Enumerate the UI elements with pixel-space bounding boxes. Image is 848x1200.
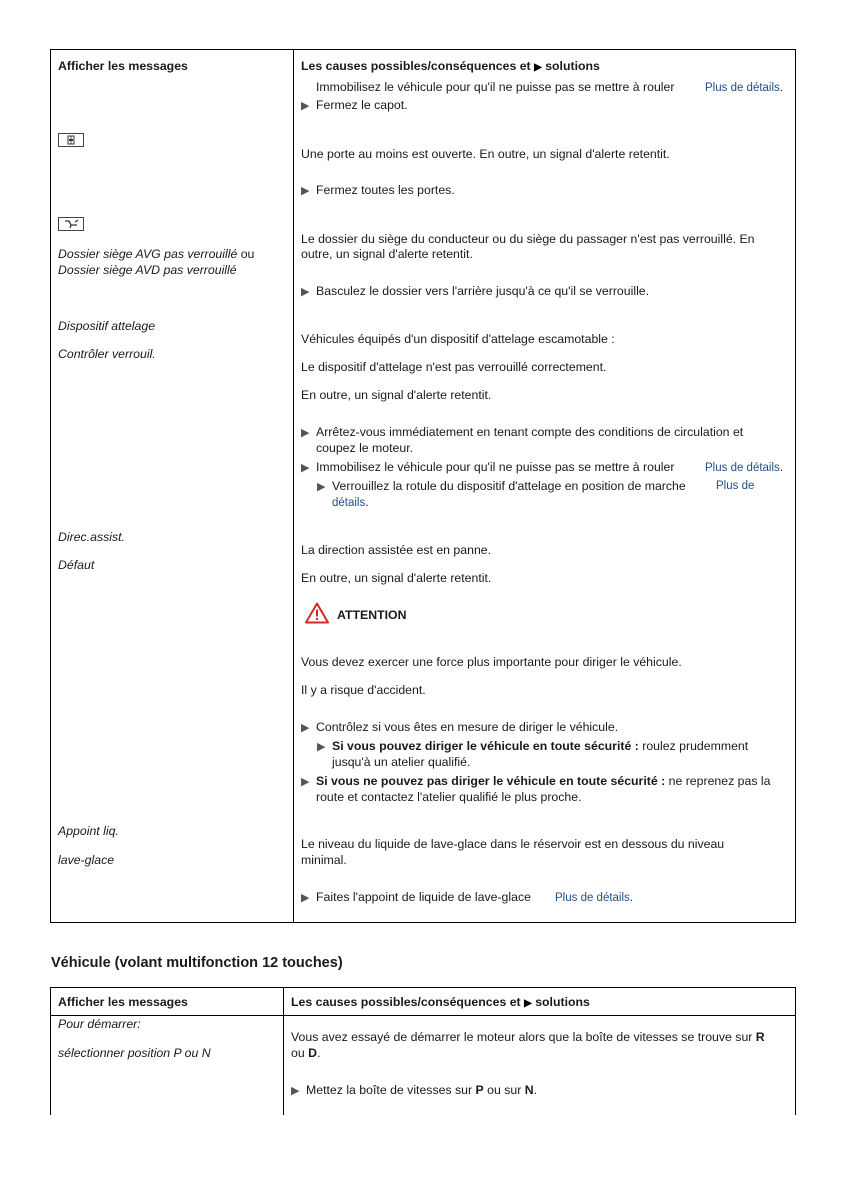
table2-left-border	[50, 987, 51, 1115]
towbar-intro: Véhicules équipés d'un dispositif d'attelage escamotable :	[301, 332, 615, 346]
gear-r: R	[755, 1030, 765, 1044]
seat-message-line1: Le dossier du siège du conducteur ou du siège du passager n'est pas verrouillé. En	[301, 232, 755, 246]
tilt-backrest-step	[301, 283, 649, 300]
gear-p: P	[475, 1083, 484, 1097]
gear-n: N	[524, 1083, 534, 1097]
section-title: Véhicule (volant multifonction 12 touches)	[51, 955, 343, 971]
step-arrow-icon: ▶	[301, 776, 310, 788]
step-arrow-icon: ▶	[301, 185, 310, 197]
close-hood-step	[301, 97, 408, 114]
immobilize-step	[316, 79, 674, 95]
washer-level-text-2: minimal.	[301, 853, 347, 867]
steering-alert-text: En outre, un signal d'alerte retentit.	[301, 571, 492, 585]
start-message-line2: ou D.	[291, 1046, 321, 1060]
cannot-steer-rest: ne reprenez pas la	[665, 774, 771, 788]
start-message-text: Vous avez essayé de démarrer le moteur alors que la boîte de vitesses se trouve sur	[291, 1030, 753, 1044]
details-link-1[interactable]: Plus de détails.	[705, 80, 784, 94]
details-link-3b[interactable]: détails.	[332, 495, 369, 509]
step-arrow-icon: ▶	[301, 462, 310, 474]
lock-ball-step	[317, 478, 686, 495]
warning-label: ATTENTION	[337, 608, 407, 622]
step-arrow-icon: ▶	[301, 286, 310, 298]
table2-header-causes-text: Les causes possibles/conséquences et	[291, 995, 521, 1009]
fault-label: Défaut	[58, 558, 95, 572]
stop-immediately-cont: coupez le moteur.	[316, 441, 414, 455]
table2-header-messages: Afficher les messages	[58, 995, 188, 1009]
table1-top-border	[50, 49, 796, 50]
table2-right-border	[795, 987, 796, 1115]
table2-header-divider	[50, 1015, 796, 1016]
washer-fluid-label-2: lave-glace	[58, 853, 115, 867]
warning-icon	[305, 602, 329, 624]
towbar-label: Dispositif attelage	[58, 319, 156, 333]
details-link-2-text[interactable]: Plus de détails	[705, 462, 780, 474]
or-on-text: ou sur	[487, 1083, 522, 1097]
check-steering-step	[301, 719, 618, 736]
table2-column-divider	[283, 987, 284, 1115]
table1-header-causes	[301, 58, 600, 76]
step-arrow-icon: ▶	[291, 1085, 300, 1097]
or-text: ou	[291, 1046, 305, 1060]
seat-or-label: ou	[240, 247, 255, 261]
step-arrow-icon: ▶	[301, 100, 310, 112]
seat-left-label-1	[58, 246, 254, 262]
table1-header-messages: Afficher les messages	[58, 59, 188, 73]
can-steer-rest: roulez prudemment	[638, 739, 749, 753]
start-message-line1	[291, 1029, 765, 1045]
seat-backrest-icon	[58, 217, 84, 231]
cannot-steer-step	[301, 773, 770, 790]
table1-left-border	[50, 49, 51, 923]
power-steering-label: Direc.assist.	[58, 530, 125, 544]
table1-header-causes-text: Les causes possibles/conséquences et	[301, 59, 531, 73]
warning-risk-text: Il y a risque d'accident.	[301, 683, 426, 697]
details-link-2[interactable]: Plus de détails.	[705, 460, 784, 474]
details-link-4[interactable]: Plus de détails.	[555, 890, 634, 904]
table1-bottom-border	[50, 922, 796, 923]
tilt-backrest-text: Basculez le dossier vers l'arrière jusqu'à ce qu'il se verrouille.	[316, 284, 650, 298]
table2-top-border	[50, 987, 796, 988]
cannot-steer-bold: Si vous ne pouvez pas diriger le véhicule en toute sécurité :	[316, 774, 666, 788]
step-arrow-icon: ▶	[317, 741, 326, 753]
close-hood-text: Fermez le capot.	[316, 98, 408, 112]
cannot-steer-cont: route et contactez l'atelier qualifié le plus proche.	[316, 790, 582, 804]
details-link-3b-text[interactable]: détails	[332, 497, 366, 509]
step-arrow-icon: ▶	[301, 892, 310, 904]
details-link-1-text[interactable]: Plus de détails	[705, 82, 780, 94]
details-link-3a[interactable]: Plus de	[716, 480, 755, 492]
check-lock-label: Contrôler verrouil.	[58, 347, 156, 361]
can-steer-step	[317, 738, 748, 755]
lock-ball-text: Verrouillez la rotule du dispositif d'attelage en position de marche	[332, 479, 686, 493]
check-steering-text: Contrôlez si vous êtes en mesure de diriger le véhicule.	[316, 720, 619, 734]
start-label-2: sélectionner position P ou N	[58, 1046, 211, 1060]
table1-column-divider	[293, 49, 294, 923]
step-arrow-icon: ▶	[317, 481, 326, 493]
washer-level-text-1: Le niveau du liquide de lave-glace dans le réservoir est en dessous du niveau	[301, 837, 725, 851]
immobilize-text-2: Immobilisez le véhicule pour qu'il ne puisse pas se mettre à rouler	[316, 460, 675, 474]
steering-failed-text: La direction assistée est en panne.	[301, 543, 492, 557]
top-up-washer-step	[301, 889, 531, 906]
set-gear-step: ▶ Mettez la boîte de vitesses sur P ou sur N.	[291, 1083, 538, 1097]
arrow-right-icon: ▶	[524, 998, 532, 1009]
towbar-not-locked: Le dispositif d'attelage n'est pas verrouillé correctement.	[301, 360, 607, 374]
door-open-message: Une porte au moins est ouverte. En outre, un signal d'alerte retentit.	[301, 147, 670, 161]
set-gear-text: Mettez la boîte de vitesses sur	[306, 1083, 473, 1097]
arrow-right-icon: ▶	[534, 62, 542, 73]
warning-force-text: Vous devez exercer une force plus importante pour diriger le véhicule.	[301, 655, 682, 669]
details-link-4-text[interactable]: Plus de détails	[555, 892, 630, 904]
table1-header-solutions-text: solutions	[545, 59, 600, 73]
stop-immediately-text: Arrêtez-vous immédiatement en tenant compte des conditions de circulation et	[316, 425, 744, 439]
immobilize-step-2	[301, 459, 674, 476]
step-arrow-icon: ▶	[301, 427, 310, 439]
close-doors-text: Fermez toutes les portes.	[316, 183, 455, 197]
close-doors-step	[301, 182, 455, 199]
top-up-washer-text: Faites l'appoint de liquide de lave-glace	[316, 890, 531, 904]
seat-avg-label: Dossier siège AVG pas verrouillé	[58, 247, 238, 261]
seat-message-line2: outre, un signal d'alerte retentit.	[301, 247, 473, 261]
can-steer-bold: Si vous pouvez diriger le véhicule en toute sécurité :	[332, 739, 639, 753]
stop-immediately-step	[301, 424, 743, 441]
step-arrow-icon: ▶	[301, 722, 310, 734]
table2-header-solutions-text: solutions	[535, 995, 590, 1009]
door-open-icon	[58, 133, 84, 147]
table1-right-border	[795, 49, 796, 923]
seat-avd-label: Dossier siège AVD pas verrouillé	[58, 263, 237, 277]
can-steer-cont: jusqu'à un atelier qualifié.	[332, 755, 471, 769]
table2-header-causes	[291, 994, 590, 1012]
gear-d: D	[308, 1046, 317, 1060]
start-label-1: Pour démarrer:	[58, 1017, 141, 1031]
towbar-alert: En outre, un signal d'alerte retentit.	[301, 388, 492, 402]
washer-fluid-label-1: Appoint liq.	[58, 824, 119, 838]
immobilize-text: Immobilisez le véhicule pour qu'il ne puisse pas se mettre à rouler	[316, 80, 675, 94]
